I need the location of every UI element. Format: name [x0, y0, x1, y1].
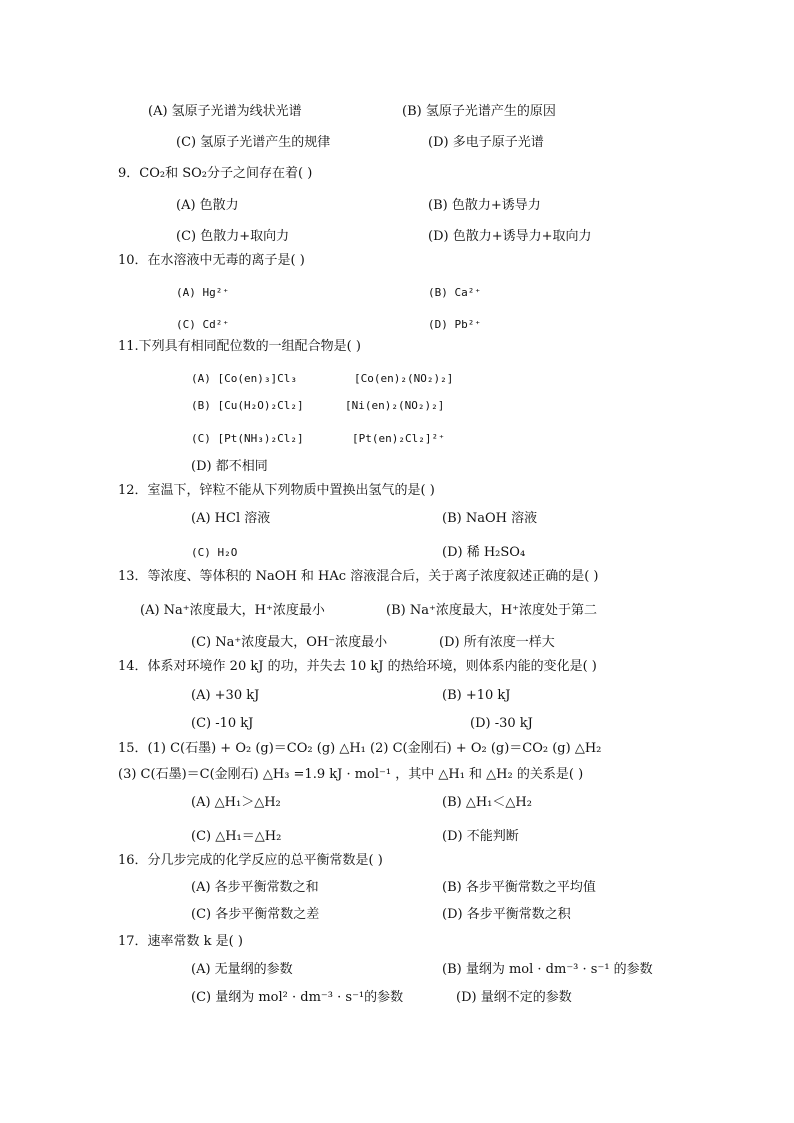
- q11-option-c-first: (C) [Pt(NH₃)₂Cl₂]: [191, 432, 304, 445]
- q10-option-b: (B) Ca²⁺: [428, 286, 481, 299]
- q9-option-b: (B) 色散力+诱导力: [428, 198, 541, 213]
- q14-option-c: (C) -10 kJ: [191, 716, 254, 731]
- q11-option-b-second: [Ni(en)₂(NO₂)₂]: [345, 399, 445, 412]
- q11-stem: 11.下列具有相同配位数的一组配合物是( ): [118, 339, 361, 354]
- q12-option-a: (A) HCl 溶液: [191, 511, 271, 526]
- q12-option-b: (B) NaOH 溶液: [442, 511, 538, 526]
- q16-option-a: (A) 各步平衡常数之和: [191, 880, 319, 895]
- q15-option-c: (C) △H₁＝△H₂: [191, 829, 282, 844]
- q8-option-a: (A) 氢原子光谱为线状光谱: [148, 104, 302, 119]
- q14-stem: 14．体系对环境作 20 kJ 的功，并失去 10 kJ 的热给环境，则体系内能的变化是( ): [118, 659, 597, 674]
- q13-option-a: (A) Na⁺浓度最大，H⁺浓度最小: [140, 603, 325, 618]
- q14-option-b: (B) +10 kJ: [442, 688, 511, 703]
- q13-option-b: (B) Na⁺浓度最大，H⁺浓度处于第二: [386, 603, 598, 618]
- q8-option-b: (B) 氢原子光谱产生的原因: [402, 104, 556, 119]
- q11-option-a-first: (A) [Co(en)₃]Cl₃: [191, 372, 297, 385]
- q17-option-b: (B) 量纲为 mol · dm⁻³ · s⁻¹ 的参数: [442, 962, 653, 977]
- q10-option-c: (C) Cd²⁺: [176, 318, 229, 331]
- q11-option-c-second: [Pt(en)₂Cl₂]²⁺: [352, 432, 445, 445]
- q8-option-c: (C) 氢原子光谱产生的规律: [176, 135, 331, 150]
- q11-option-a-second: [Co(en)₂(NO₂)₂]: [354, 372, 454, 385]
- q10-stem: 10．在水溶液中无毒的离子是( ): [118, 253, 305, 268]
- q17-option-c: (C) 量纲为 mol² · dm⁻³ · s⁻¹的参数: [191, 990, 404, 1005]
- q15-option-d: (D) 不能判断: [442, 829, 519, 844]
- q17-option-a: (A) 无量纲的参数: [191, 962, 293, 977]
- q13-stem: 13．等浓度、等体积的 NaOH 和 HAc 溶液混合后，关于离子浓度叙述正确的是( ): [118, 569, 599, 584]
- q17-stem: 17．速率常数 k 是( ): [118, 934, 243, 949]
- q17-option-d: (D) 量纲不定的参数: [456, 990, 572, 1005]
- q9-stem: 9．CO₂和 SO₂分子之间存在着( ): [118, 166, 313, 181]
- q11-option-d: (D) 都不相同: [191, 459, 268, 474]
- q15-option-a: (A) △H₁＞△H₂: [191, 795, 281, 810]
- q8-option-d: (D) 多电子原子光谱: [428, 135, 544, 150]
- q13-option-d: (D) 所有浓度一样大: [439, 635, 555, 650]
- q15-stem-line2: (3) C(石墨)＝C(金刚石) △H₃ =1.9 kJ · mol⁻¹ ，其中 △H₁ 和 △H₂ 的关系是( ): [118, 767, 584, 782]
- q9-option-d: (D) 色散力+诱导力+取向力: [428, 229, 592, 244]
- q11-option-b-first: (B) [Cu(H₂O)₂Cl₂]: [191, 399, 304, 412]
- q15-stem-line1: 15．(1) C(石墨) + O₂ (g)＝CO₂ (g) △H₁ (2) C(金刚石) + O₂ (g)＝CO₂ (g) △H₂: [118, 741, 602, 756]
- q13-option-c: (C) Na⁺浓度最大，OH⁻浓度最小: [191, 635, 388, 650]
- q9-option-a: (A) 色散力: [176, 198, 239, 213]
- q12-option-d: (D) 稀 H₂SO₄: [442, 545, 526, 560]
- q16-option-b: (B) 各步平衡常数之平均值: [442, 880, 596, 895]
- q12-stem: 12．室温下，锌粒不能从下列物质中置换出氢气的是( ): [118, 483, 435, 498]
- q9-option-c: (C) 色散力+取向力: [176, 229, 290, 244]
- q14-option-d: (D) -30 kJ: [470, 716, 533, 731]
- q12-option-c: (C) H₂O: [191, 546, 238, 559]
- q15-option-b: (B) △H₁＜△H₂: [442, 795, 532, 810]
- q16-stem: 16．分几步完成的化学反应的总平衡常数是( ): [118, 853, 383, 868]
- q10-option-a: (A) Hg²⁺: [176, 286, 229, 299]
- q16-option-d: (D) 各步平衡常数之积: [442, 907, 571, 922]
- q10-option-d: (D) Pb²⁺: [428, 318, 481, 331]
- q14-option-a: (A) +30 kJ: [191, 688, 260, 703]
- q16-option-c: (C) 各步平衡常数之差: [191, 907, 320, 922]
